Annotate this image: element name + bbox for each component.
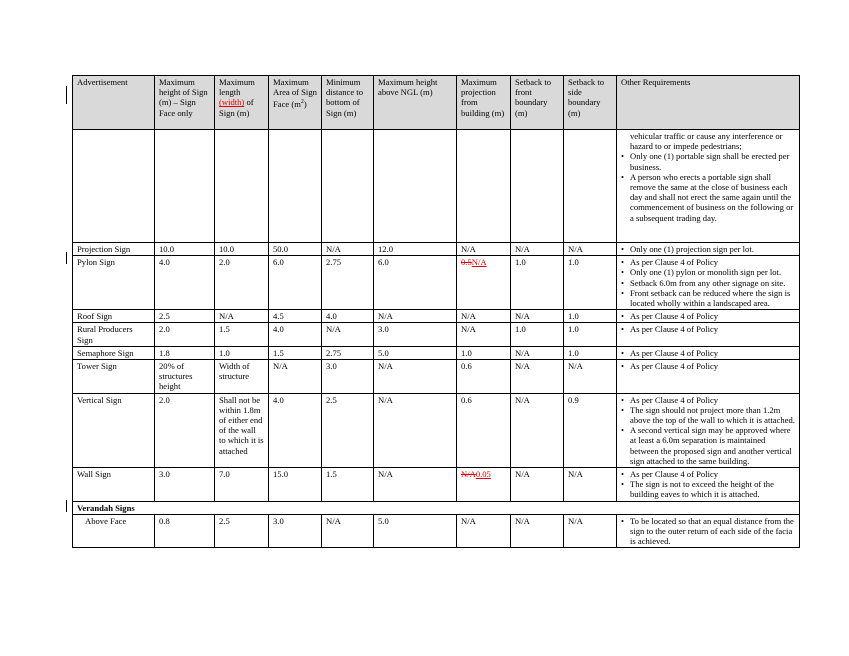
table-row-above-face: [73, 514, 800, 548]
setback-side: N/A: [564, 360, 617, 394]
requirement-item: • As per Clause 4 of Policy: [621, 394, 719, 405]
max-height-ngl: 5.0: [374, 346, 457, 359]
max-projection: N/A: [457, 323, 511, 346]
max-area: 4.0: [269, 323, 322, 346]
cell: [511, 130, 564, 243]
max-area: 15.0: [269, 468, 322, 502]
requirement-item: • The sign should not project more than 1.2m above the top of the wall to which it is attached.: [621, 404, 795, 426]
other-requirements-cell: [617, 346, 800, 359]
requirement-item: • Front setback can be reduced where the sign is located wholly within a landscaped area.: [621, 287, 791, 309]
max-height: 2.5: [155, 310, 215, 323]
other-requirements-cell: [617, 243, 800, 256]
max-height: 3.0: [155, 468, 215, 502]
setback-side: N/A: [564, 514, 617, 548]
setback-side: N/A: [564, 243, 617, 256]
header-max-area: Maximum Area of Sign Face $(m^2)$: [269, 76, 322, 130]
table-row-verandah-section: [73, 501, 800, 514]
sign-name: Semaphore Sign: [73, 346, 155, 359]
table-row-continued: [73, 130, 800, 243]
bullet-icon: •: [621, 515, 625, 526]
max-length: 10.0: [215, 243, 269, 256]
setback-side: N/A: [564, 468, 617, 502]
requirement-item: • As per Clause 4 of Policy: [621, 324, 719, 335]
sign-name: Wall Sign: [73, 468, 155, 502]
requirement-item: • Only one (1) projection sign per lot.: [621, 244, 754, 254]
bullet-icon: •: [621, 347, 625, 358]
requirement-item: • Only one (1) portable sign shall be erected per business.: [621, 151, 790, 172]
bullet-icon: •: [621, 469, 625, 480]
max-area: 50.0: [269, 243, 322, 256]
header-max-height-ngl: Maximum height above NGL (m): [374, 76, 457, 130]
bullet-icon: •: [621, 311, 625, 322]
table-row-tower-sign: [73, 360, 800, 394]
min-distance: N/A: [322, 243, 374, 256]
requirement-item: • As per Clause 4 of Policy: [621, 311, 719, 322]
setback-side: 1.0: [564, 346, 617, 359]
max-height-ngl: 6.0: [374, 256, 457, 310]
sign-name: Roof Sign: [73, 310, 155, 323]
requirement-continuation: vehicular traffic or cause any interference or hazard to or impede pedestrians;: [630, 131, 783, 152]
requirement-item: • A second vertical sign may be approved where at least a 6.0m separation is maintained between the proposed sign and another vertical sign attached to the same building.: [621, 425, 792, 466]
bullet-icon: •: [621, 361, 625, 372]
other-requirements-cell: [617, 393, 800, 467]
section-heading: Verandah Signs: [73, 501, 800, 514]
cell: [374, 130, 457, 243]
bullet-icon: •: [621, 151, 625, 162]
other-requirements-cell: [617, 256, 800, 310]
setback-side: 1.0: [564, 310, 617, 323]
bullet-icon: •: [621, 257, 625, 268]
max-projection: 0.6: [457, 360, 511, 394]
max-projection: N/A: [457, 310, 511, 323]
revision-bar-wall: [66, 500, 67, 512]
setback-front: N/A: [511, 393, 564, 467]
sign-name: Above Face: [73, 514, 155, 548]
min-distance: 2.5: [322, 393, 374, 467]
revision-bar-pylon: [66, 252, 67, 264]
max-height-ngl: N/A: [374, 393, 457, 467]
max-height: 4.0: [155, 256, 215, 310]
max-area: N/A: [269, 360, 322, 394]
max-height: 10.0: [155, 243, 215, 256]
cell: [73, 130, 155, 243]
max-projection: [457, 256, 511, 310]
max-projection: [457, 468, 511, 502]
min-distance: 4.0: [322, 310, 374, 323]
bullet-icon: •: [621, 267, 625, 278]
max-area: 1.5: [269, 346, 322, 359]
revision-bar-header: [66, 86, 67, 104]
header-setback-front: Setback to front boundary (m): [511, 76, 564, 130]
deleted-value: 0.5: [461, 257, 472, 268]
table-row-rural-producers-sign: [73, 323, 800, 346]
bullet-icon: •: [621, 479, 625, 490]
header-max-length: Maximum length (width) of Sign (m): [215, 76, 269, 130]
other-requirements-cell: [617, 360, 800, 394]
max-height-ngl: N/A: [374, 360, 457, 394]
bullet-icon: •: [621, 324, 625, 335]
bullet-icon: •: [621, 277, 625, 288]
max-height: 0.8: [155, 514, 215, 548]
min-distance: 2.75: [322, 346, 374, 359]
bullet-icon: •: [621, 171, 625, 182]
max-height: 2.0: [155, 393, 215, 467]
min-distance: 1.5: [322, 468, 374, 502]
bullet-icon: •: [621, 394, 625, 405]
inserted-value: 0.05: [475, 469, 491, 480]
max-length: 1.0: [215, 346, 269, 359]
max-height: 2.0: [155, 323, 215, 346]
sign-name: Tower Sign: [73, 360, 155, 394]
max-area: 3.0: [269, 514, 322, 548]
min-distance: 2.75: [322, 256, 374, 310]
requirement-item: • The sign is not to exceed the height of the building eaves to which it is attached.: [621, 479, 774, 500]
max-area: 6.0: [269, 256, 322, 310]
table-row-projection-sign: [73, 243, 800, 256]
max-projection: N/A: [457, 243, 511, 256]
max-height: 1.8: [155, 346, 215, 359]
requirement-item: • As per Clause 4 of Policy: [621, 347, 719, 358]
sign-name: Rural Producers Sign: [73, 323, 155, 346]
bullet-icon: •: [621, 404, 625, 415]
table-row-pylon-sign: [73, 256, 800, 310]
max-projection: N/A: [457, 514, 511, 548]
table-row-vertical-sign: [73, 393, 800, 467]
header-max-projection: Maximum projection from building (m): [457, 76, 511, 130]
max-height: 20% of structures height: [155, 360, 215, 394]
header-row: [73, 76, 800, 130]
requirement-item: • As per Clause 4 of Policy: [621, 361, 719, 372]
header-setback-side: Setback to side boundary (m): [564, 76, 617, 130]
max-height-ngl: N/A: [374, 468, 457, 502]
requirement-item: • As per Clause 4 of Policy: [621, 469, 719, 480]
setback-side: 1.0: [564, 323, 617, 346]
bullet-icon: •: [621, 244, 625, 254]
setback-front: N/A: [511, 468, 564, 502]
header-advertisement: Advertisement: [73, 76, 155, 130]
max-projection: 1.0: [457, 346, 511, 359]
max-area: 4.0: [269, 393, 322, 467]
max-length: 2.0: [215, 256, 269, 310]
cell: [322, 130, 374, 243]
max-length: 1.5: [215, 323, 269, 346]
setback-side: 0.9: [564, 393, 617, 467]
bullet-icon: •: [621, 425, 625, 436]
other-requirements-cell: [617, 323, 800, 346]
cell: [564, 130, 617, 243]
min-distance: 3.0: [322, 360, 374, 394]
other-requirements-cell: [617, 514, 800, 548]
signage-requirements-table: [72, 75, 800, 548]
max-height-ngl: 5.0: [374, 514, 457, 548]
bullet-icon: •: [621, 287, 625, 298]
max-height-ngl: 12.0: [374, 243, 457, 256]
max-length: Width of structure: [215, 360, 269, 394]
header-other-requirements: Other Requirements: [617, 76, 800, 130]
max-length: 2.5: [215, 514, 269, 548]
setback-side: 1.0: [564, 256, 617, 310]
cell: [155, 130, 215, 243]
max-area: 4.5: [269, 310, 322, 323]
max-length: Shall not be within 1.8m of either end of the wall to which it is attached: [215, 393, 269, 467]
cell: [269, 130, 322, 243]
setback-front: 1.0: [511, 256, 564, 310]
header-max-height: Maximum height of Sign (m) – Sign Face only: [155, 76, 215, 130]
setback-front: N/A: [511, 514, 564, 548]
header-min-distance: Minimum distance to bottom of Sign (m): [322, 76, 374, 130]
requirement-item: • A person who erects a portable sign shall remove the same at the close of business each day and shall not erect the same again until the commencement of business on the following or a subsequent trading day.: [621, 171, 794, 223]
requirement-item: • Only one (1) pylon or monolith sign per lot.: [621, 267, 782, 278]
other-requirements-cell: [617, 310, 800, 323]
sign-name: Projection Sign: [73, 243, 155, 256]
requirement-item: • As per Clause 4 of Policy: [621, 257, 719, 268]
min-distance: N/A: [322, 323, 374, 346]
max-height-ngl: 3.0: [374, 323, 457, 346]
min-distance: N/A: [322, 514, 374, 548]
sign-name: Vertical Sign: [73, 393, 155, 467]
requirement-item: • Setback 6.0m from any other signage on site.: [621, 277, 786, 288]
table-row-roof-sign: [73, 310, 800, 323]
cell: [457, 130, 511, 243]
other-requirements-cell: [617, 468, 800, 502]
sign-name: Pylon Sign: [73, 256, 155, 310]
requirement-item: • To be located so that an equal distance from the sign to the outer return of each side of the facia is achieved.: [621, 515, 794, 547]
max-projection: 0.6: [457, 393, 511, 467]
inserted-value: N/A: [471, 257, 487, 268]
max-length: N/A: [215, 310, 269, 323]
setback-front: 1.0: [511, 323, 564, 346]
table-row-semaphore-sign: [73, 346, 800, 359]
setback-front: N/A: [511, 346, 564, 359]
max-height-ngl: N/A: [374, 310, 457, 323]
cell: [215, 130, 269, 243]
table-row-wall-sign: [73, 468, 800, 502]
deleted-value: N/A: [461, 469, 476, 480]
other-requirements-cell: [617, 130, 800, 243]
setback-front: N/A: [511, 243, 564, 256]
setback-front: N/A: [511, 310, 564, 323]
setback-front: N/A: [511, 360, 564, 394]
max-length: 7.0: [215, 468, 269, 502]
